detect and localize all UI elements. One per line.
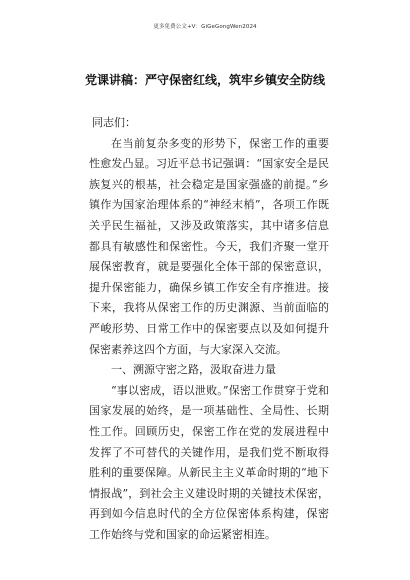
document-title: 党课讲稿：严守保密红线，筑牢乡镇安全防线 <box>84 73 325 87</box>
document-body <box>89 113 329 545</box>
salutation: 同志们： <box>92 116 136 129</box>
intro-paragraph: 在当前复杂多变的形势下，保密工作的重要性愈发凸显。习近平总书记强调：“国家安全是民族复兴的根基，社会稳定是国家强盛的前提。”乡镇作为国家治理体系的“神经末梢”，各项工作既关乎民生福祉，又涉及政策落实，其中诸多信息都具有敏感性和保密性。今天，我们齐聚一堂开展保密教育，就是要强化全体干部的保密意识，提升保密能力，确保乡镇工作安全有序推进。接下来，我将从保密工作的历史渊源、当前面临的严峻形势、日常工作中的保密要点以及如何提升保密素养这四个方面，与大家深入交流。 <box>89 136 329 356</box>
section-heading: 一、溯源守密之路，汲取奋进力量 <box>111 363 276 377</box>
header-watermark: 更多免费公文+V：GiGeGongWen2024 <box>153 24 257 30</box>
section-paragraph: “事以密成，语以泄败。”保密工作贯穿于党和国家发展的始终，是一项基础性、全局性、长期性工作。回顾历史，保密工作在党的发展进程中发挥了不可替代的关键作用，是我们党不断取得胜利的重要保障。从新民主主义革命时期的“地下情报战”，到社会主义建设时期的关键技术保密，再到如今信息时代的全方位保密体系构建，保密工作始终与党和国家的命运紧密相连。 <box>89 383 329 541</box>
